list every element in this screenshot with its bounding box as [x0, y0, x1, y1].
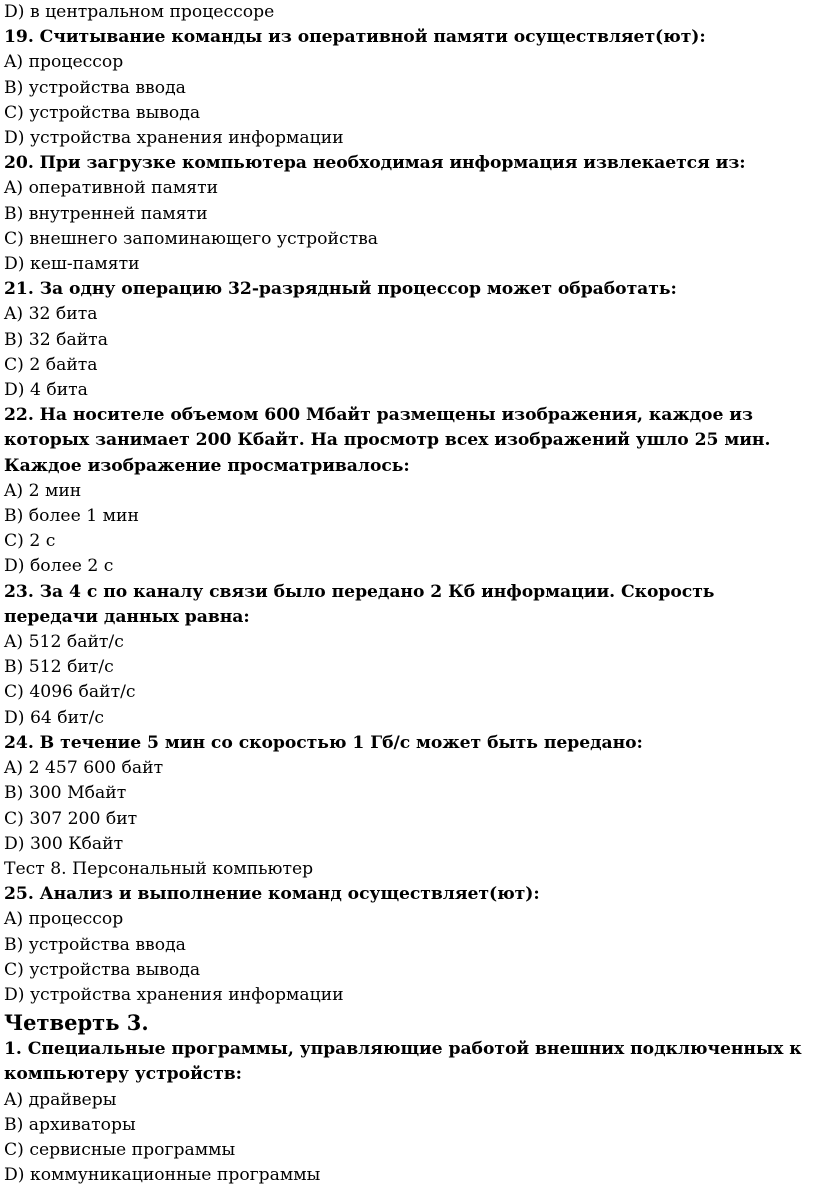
answer-option: D) 300 Кбайт — [4, 833, 124, 854]
question-25: 25. Анализ и выполнение команд осуществляет(ют): — [4, 884, 540, 905]
answer-option: C) 307 200 бит — [4, 808, 138, 829]
answer-option: B) более 1 мин — [4, 506, 139, 527]
question-23: 23. За 4 с по каналу связи было передано 2 Кб информации. Скорость передачи данных равна: — [4, 581, 715, 627]
answer-option: D) коммуникационные программы — [4, 1165, 321, 1186]
answer-option: B) устройства ввода — [4, 77, 186, 98]
answer-option: D) в центральном процессоре — [4, 2, 275, 22]
answer-option: D) более 2 с — [4, 556, 114, 577]
question-20: 20. При загрузке компьютера необходимая информация извлекается из: — [4, 153, 746, 174]
quarter-heading: Четверть 3. — [4, 1010, 149, 1036]
answer-option: A) 512 байт/с — [4, 632, 124, 653]
answer-option: A) 32 бита — [4, 304, 98, 325]
answer-option: C) внешнего запоминающего устройства — [4, 228, 379, 249]
answer-option: D) кеш-памяти — [4, 254, 140, 275]
question-19: 19. Считывание команды из оперативной памяти осуществляет(ют): — [4, 27, 706, 48]
answer-option: B) 300 Мбайт — [4, 783, 127, 804]
answer-option: A) процессор — [4, 909, 124, 930]
answer-option: C) устройства вывода — [4, 959, 201, 980]
test-section-title: Тест 8. Персональный компьютер — [4, 858, 314, 879]
question-22: 22. На носителе объемом 600 Мбайт размещены изображения, каждое из которых занимает 200 Кбайт. На просмотр всех изображений ушло 25 мин. Каждое изображение просматривалось: — [4, 405, 771, 476]
answer-option: A) 2 457 600 байт — [4, 758, 164, 779]
answer-option: B) внутренней памяти — [4, 203, 208, 224]
question-1: 1. Специальные программы, управляющие работой внешних подключенных к компьютеру устройств: — [4, 1039, 802, 1085]
answer-option: C) 2 с — [4, 531, 56, 552]
answer-option: C) 2 байта — [4, 354, 98, 375]
answer-option: D) устройства хранения информации — [4, 128, 344, 149]
answer-option: C) сервисные программы — [4, 1139, 236, 1160]
answer-option: A) оперативной памяти — [4, 178, 219, 199]
answer-option: B) архиваторы — [4, 1114, 136, 1135]
answer-option: A) драйверы — [4, 1089, 117, 1110]
answer-option: C) устройства вывода — [4, 102, 201, 123]
answer-option: D) устройства хранения информации — [4, 984, 344, 1005]
answer-option: C) 4096 байт/с — [4, 682, 136, 703]
answer-option: A) 2 мин — [4, 480, 82, 501]
question-21: 21. За одну операцию 32-разрядный процессор может обработать: — [4, 279, 677, 300]
answer-option: A) процессор — [4, 52, 124, 73]
answer-option: B) 32 байта — [4, 329, 108, 350]
question-24: 24. В течение 5 мин со скоростью 1 Гб/с может быть передано: — [4, 732, 643, 753]
answer-option: D) 64 бит/с — [4, 707, 105, 728]
answer-option: B) 512 бит/с — [4, 657, 114, 678]
answer-option: D) 4 бита — [4, 380, 88, 401]
answer-option: B) устройства ввода — [4, 934, 186, 955]
